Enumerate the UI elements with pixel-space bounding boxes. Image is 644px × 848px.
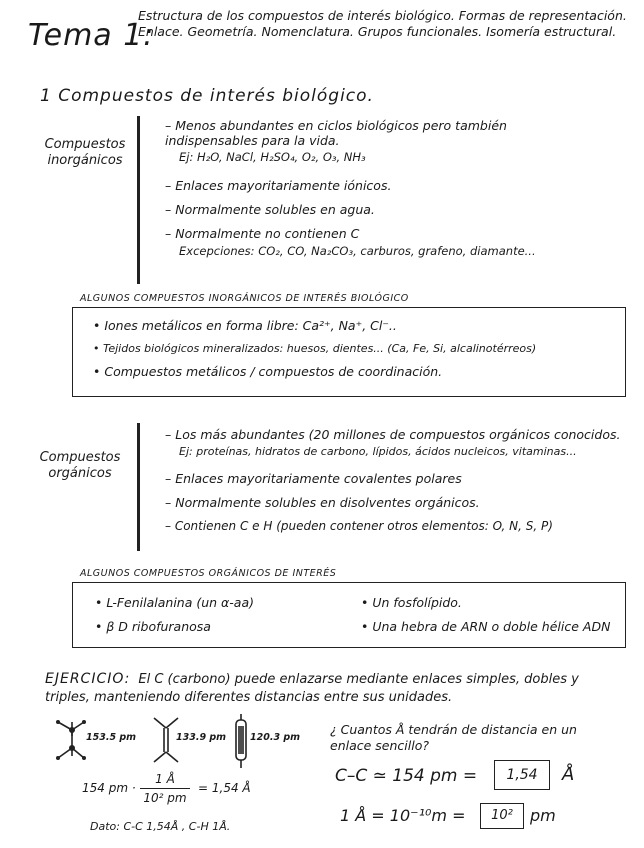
inorganic-box-title: ALGUNOS COMPUESTOS INORGÁNICOS DE INTERÉS BIOLÓGICO: [80, 293, 409, 304]
organic-box: [72, 582, 626, 648]
bond-label-single: 153.5 pm: [86, 732, 137, 743]
exercise-question: ¿ Cuantos Å tendrán de distancia en un enlace sencillo?: [330, 722, 577, 753]
inorganic-box: [72, 307, 626, 397]
angstrom-equation: 1 Å = 10⁻¹⁰m =: [340, 806, 466, 825]
box-item: • Compuestos metálicos / compuestos de coordinación.: [93, 364, 443, 379]
organic-bracket: [137, 423, 140, 551]
angstrom-answer-box: 10²: [480, 803, 524, 829]
exercise-heading: EJERCICIO:: [45, 671, 131, 687]
organic-box-title: ALGUNOS COMPUESTOS ORGÁNICOS DE INTERÉS: [80, 568, 337, 579]
bond-label-triple: 120.3 pm: [250, 732, 301, 743]
box-item: • Una hebra de ARN o doble hélice ADN: [361, 619, 611, 634]
list-item: – Contienen C e H (pueden contener otros elementos: O, N, S, P): [165, 519, 553, 533]
conversion-value: 154 pm ·: [82, 781, 136, 795]
box-item: • β D ribofuranosa: [95, 619, 211, 634]
organic-list: [165, 427, 635, 534]
box-item: • Un fosfolípido.: [361, 595, 462, 610]
cc-equation: C–C ≃ 154 pm =: [335, 766, 478, 786]
list-item: – Normalmente solubles en disolventes orgánicos.: [165, 495, 480, 510]
conversion-result: = 1,54 Å: [198, 781, 251, 795]
tema-title: Tema 1:: [28, 18, 155, 53]
tema-description: Estructura de los compuestos de interés biológico. Formas de representación. Enlace. Geometría. Nomenclatura. Grupos funcionales. Isomería estructural.: [138, 8, 627, 39]
list-item: – Enlaces mayoritariamente iónicos.: [165, 178, 392, 193]
box-item: • L-Fenilalanina (un α-aa): [95, 595, 254, 610]
fraction-denominator: 10² pm: [143, 791, 187, 805]
section-title: 1 Compuestos de interés biológico.: [40, 86, 374, 106]
list-item-example: Ej: H₂O, NaCl, H₂SO₄, O₂, O₃, NH₃: [179, 150, 366, 164]
list-item: – Los más abundantes (20 millones de compuestos orgánicos conocidos.: [165, 427, 621, 442]
angstrom-unit: pm: [530, 806, 556, 825]
exercise-text: El C (carbono) puede enlazarse mediante enlaces simples, dobles y triples, manteniendo diferentes distancias entre sus unidades.: [45, 672, 579, 705]
cc-answer-box: 1,54: [494, 760, 550, 790]
list-item: – Normalmente solubles en agua.: [165, 202, 375, 217]
inorganic-bracket: [137, 116, 140, 284]
box-item: • Tejidos biológicos mineralizados: huesos, dientes... (Ca, Fe, Si, alcalinotérreos): [93, 342, 537, 355]
list-item: – Menos abundantes en ciclos biológicos pero también indispensables para la vida.: [165, 118, 507, 148]
box-item: • Iones metálicos en forma libre: Ca²⁺, Na⁺, Cl⁻..: [93, 318, 397, 333]
fraction-numerator: 1 Å: [155, 772, 175, 786]
cc-unit: Å: [562, 764, 575, 785]
list-item-example: Excepciones: CO₂, CO, Na₂CO₃, carburos, grafeno, diamante...: [179, 244, 536, 258]
data-line: Dato: C-C 1,54Å , C-H 1Å.: [90, 820, 231, 833]
bond-label-double: 133.9 pm: [176, 732, 227, 743]
list-item-example: Ej: proteínas, hidratos de carbono, lípidos, ácidos nucleicos, vitaminas...: [179, 445, 577, 458]
organic-label: Compuestos orgánicos: [39, 450, 121, 481]
inorganic-label: Compuestos inorgánicos: [44, 137, 126, 168]
list-item: – Enlaces mayoritariamente covalentes polares: [165, 471, 462, 486]
conversion-fraction: [140, 772, 190, 805]
fraction-line: [140, 788, 190, 789]
list-item: – Normalmente no contienen C: [165, 226, 360, 241]
exercise-block: [45, 670, 625, 707]
inorganic-list: [165, 118, 585, 258]
